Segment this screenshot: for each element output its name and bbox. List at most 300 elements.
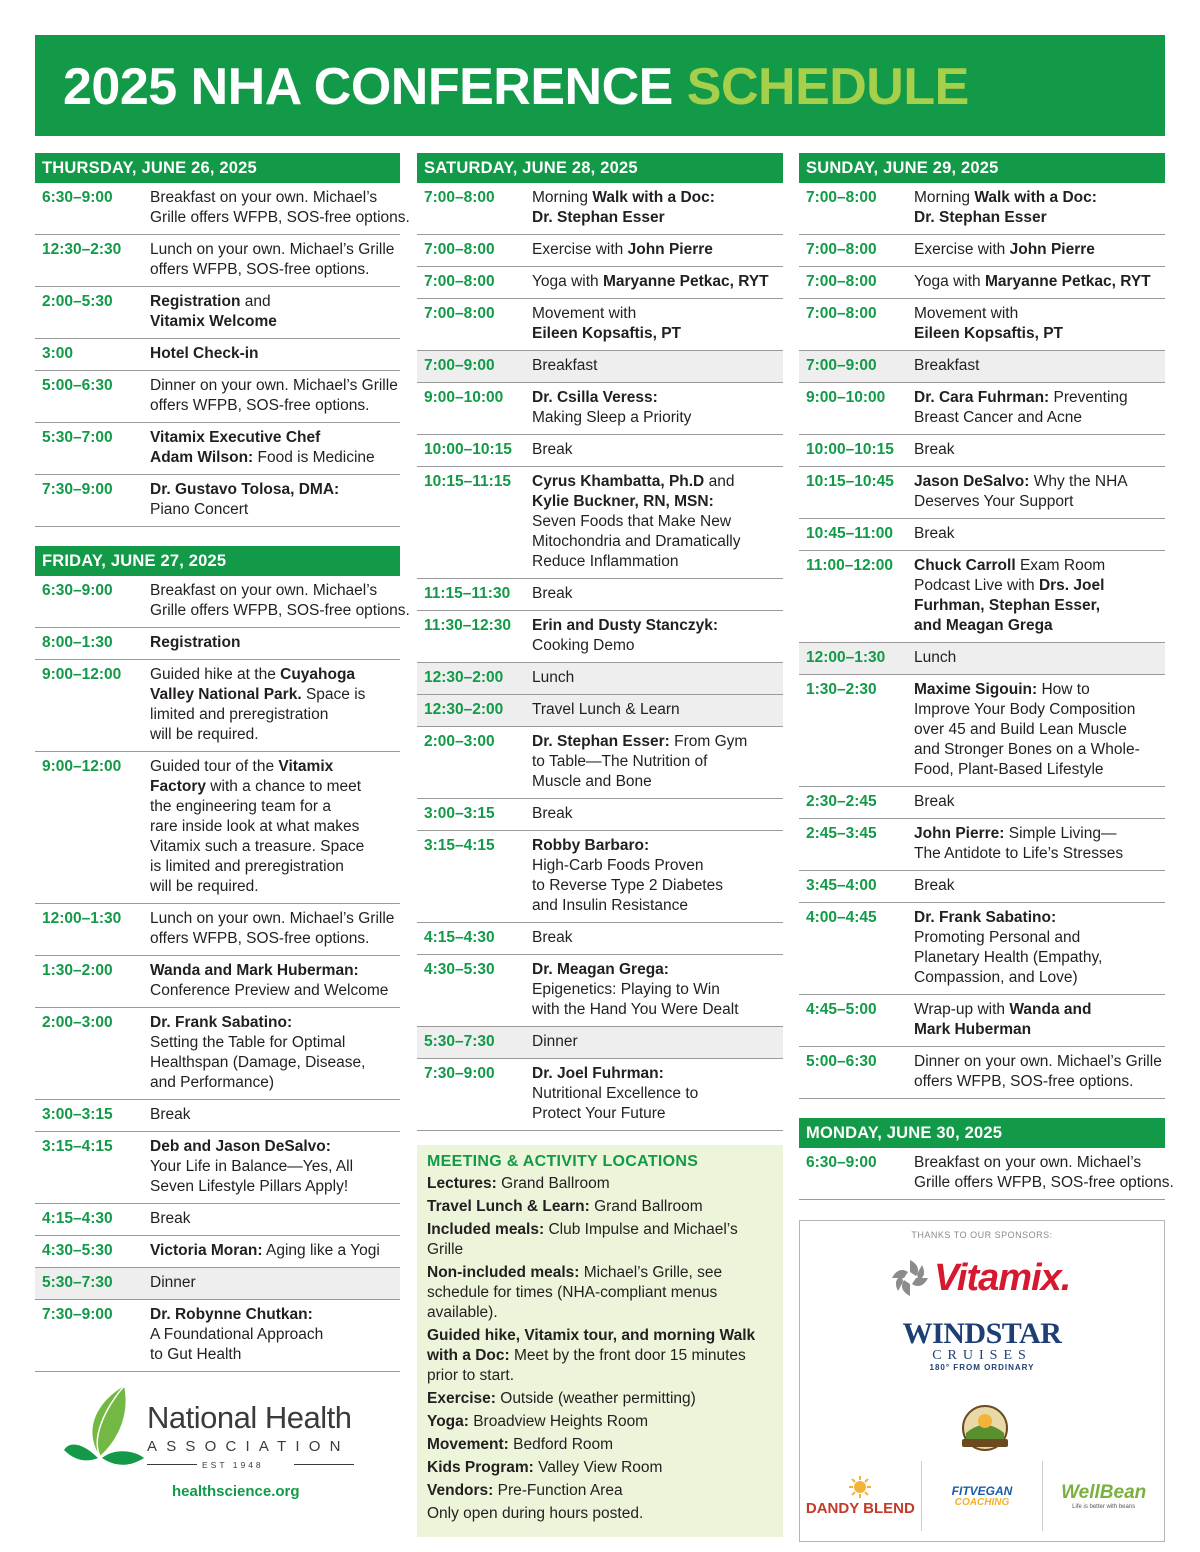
session-time: 8:00–1:30 [42, 634, 113, 651]
bold-text: Dr. Stephan Esser: [532, 733, 670, 750]
location-label: Kids Program: [427, 1459, 534, 1476]
location-value: Valley View Room [533, 1459, 663, 1476]
session-description [532, 960, 783, 1020]
text: Break [914, 441, 955, 458]
text: Deserves Your Support [914, 493, 1074, 510]
dandelion-icon [849, 1476, 871, 1498]
description-line [914, 440, 1163, 460]
session-time: 7:00–8:00 [424, 241, 495, 258]
windstar-logo [800, 1319, 1164, 1372]
location-item [427, 1504, 773, 1524]
location-item [427, 1412, 773, 1432]
session-description [150, 961, 400, 1001]
text: Breakfast [914, 357, 980, 374]
session-description [914, 908, 1165, 988]
schedule-row [35, 660, 400, 752]
fitvegan-coaching: COACHING [954, 1496, 1010, 1508]
description-line [150, 1157, 398, 1177]
session-description [532, 668, 783, 688]
text: Travel Lunch & Learn [532, 701, 680, 718]
bold-text: Eileen Kopsaftis, PT [914, 325, 1064, 342]
schedule-row [799, 1148, 1174, 1200]
sponsor-row [800, 1461, 1164, 1531]
location-value: Broadview Heights Room [468, 1413, 649, 1430]
day-header: FRIDAY, JUNE 27, 2025 [35, 546, 400, 576]
description-line [914, 1153, 1174, 1173]
location-value: Outside (weather permitting) [495, 1390, 696, 1407]
nha-website-link[interactable]: healthscience.org [172, 1483, 300, 1500]
session-time: 10:15–10:45 [806, 473, 894, 490]
schedule-row [35, 1132, 400, 1204]
description-line [532, 1084, 781, 1104]
description-line [150, 428, 398, 448]
text: and Performance) [150, 1074, 275, 1091]
location-value: Club Impulse and Michael’s Grille [427, 1221, 738, 1258]
bold-text: Registration [150, 293, 241, 310]
bold-text: Vitamix [278, 758, 334, 775]
description-line [532, 896, 781, 916]
session-time: 3:00–3:15 [424, 805, 495, 822]
description-line [150, 344, 398, 364]
dandy-blend-wordmark: DANDY BLEND [805, 1499, 915, 1517]
text: Breast Cancer and Acne [914, 409, 1083, 426]
text: and Insulin Resistance [532, 897, 688, 914]
bold-text: Dr. Frank Sabatino: [150, 1014, 293, 1031]
description-line [914, 792, 1163, 812]
session-description [150, 188, 412, 228]
schedule-row [35, 1100, 400, 1132]
description-line [914, 680, 1163, 700]
description-line [150, 725, 398, 745]
session-time: 10:15–11:15 [424, 473, 512, 490]
session-description [532, 804, 783, 824]
description-line [150, 500, 398, 520]
schedule-row [417, 727, 783, 799]
session-description [532, 472, 783, 572]
location-label: Lectures: [427, 1175, 497, 1192]
session-description [532, 928, 783, 948]
bold-text: Hotel Check-in [150, 345, 259, 362]
description-line [914, 240, 1163, 260]
description-line [532, 980, 781, 1000]
description-line [532, 408, 781, 428]
session-description [914, 440, 1165, 460]
nha-association: ASSOCIATION [147, 1438, 350, 1455]
description-line [532, 388, 781, 408]
description-line [914, 760, 1163, 780]
session-description [532, 616, 783, 656]
text: Making Sleep a Priority [532, 409, 692, 426]
text: limited and preregistration [150, 706, 329, 723]
description-line [914, 272, 1163, 292]
text: over 45 and Build Lean Muscle [914, 721, 1127, 738]
description-line [532, 324, 781, 344]
nha-name: National Health [147, 1400, 352, 1435]
description-line [914, 1020, 1163, 1040]
schedule-row [35, 1204, 400, 1236]
bold-text: John Pierre: [914, 825, 1005, 842]
bold-text: Robby Barbaro: [532, 837, 650, 854]
schedule-row [35, 1236, 400, 1268]
schedule-row [799, 551, 1165, 643]
bold-text: Dr. Meagan Grega: [532, 961, 669, 978]
text: Exercise with [914, 241, 1010, 258]
session-description [150, 581, 412, 621]
description-line [914, 824, 1163, 844]
session-description [150, 1209, 400, 1229]
schedule-row [799, 383, 1165, 435]
bold-text: Jason DeSalvo: [914, 473, 1030, 490]
location-item [427, 1458, 773, 1478]
schedule-row [35, 904, 400, 956]
text: Break [150, 1106, 191, 1123]
session-time: 4:15–4:30 [42, 1210, 113, 1227]
text: with a chance to meet [206, 778, 362, 795]
schedule-row [799, 235, 1165, 267]
session-time: 6:30–9:00 [42, 189, 113, 206]
description-line [914, 700, 1163, 720]
text: Lunch on your own. Michael’s Grille [150, 910, 395, 927]
bold-text: Walk with a Doc: [974, 189, 1097, 206]
session-description [914, 1052, 1165, 1092]
description-line [914, 576, 1163, 596]
schedule-row [417, 435, 783, 467]
title-accent: SCHEDULE [686, 58, 969, 116]
description-line [150, 633, 398, 653]
session-description [532, 356, 783, 376]
session-time: 2:30–2:45 [806, 793, 877, 810]
day-header: SUNDAY, JUNE 29, 2025 [799, 153, 1165, 183]
description-line [150, 961, 398, 981]
schedule-row [799, 467, 1165, 519]
session-description [914, 388, 1165, 428]
session-description [532, 700, 783, 720]
session-description [150, 665, 400, 745]
description-line [150, 797, 398, 817]
location-label: Travel Lunch & Learn: [427, 1198, 590, 1215]
description-line [532, 668, 781, 688]
session-time: 5:00–6:30 [42, 377, 113, 394]
text: Simple Living— [1004, 825, 1117, 842]
session-description [532, 188, 783, 228]
day-header: SATURDAY, JUNE 28, 2025 [417, 153, 783, 183]
sponsors-title: THANKS TO OUR SPONSORS: [911, 1230, 1053, 1240]
schedule-row [799, 787, 1165, 819]
text: Exam Room [1015, 557, 1106, 574]
location-item [427, 1197, 773, 1217]
description-line [914, 1000, 1163, 1020]
description-line [532, 208, 781, 228]
session-description [150, 1305, 400, 1365]
description-line [150, 757, 398, 777]
schedule-row [417, 611, 783, 663]
schedule-row [799, 995, 1165, 1047]
text: to Gut Health [150, 1346, 242, 1363]
description-line [914, 720, 1163, 740]
text: Breakfast on your own. Michael’s [914, 1154, 1142, 1171]
text: Morning [532, 189, 593, 206]
text: rare inside look at what makes [150, 818, 360, 835]
location-value: Only open during hours posted. [427, 1505, 644, 1522]
session-description [914, 556, 1165, 636]
schedule-row [35, 1268, 400, 1300]
bold-text: Dr. Cara Fuhrman: [914, 389, 1050, 406]
day-header: MONDAY, JUNE 30, 2025 [799, 1118, 1165, 1148]
bold-text: Chuck Carroll [914, 557, 1016, 574]
text: offers WFPB, SOS-free options. [150, 397, 370, 414]
session-time: 7:00–8:00 [424, 273, 495, 290]
session-description [532, 304, 783, 344]
description-line [150, 877, 398, 897]
description-line [532, 1000, 781, 1020]
text: Protect Your Future [532, 1105, 666, 1122]
schedule-row [417, 695, 783, 727]
description-line [150, 240, 398, 260]
session-time: 4:00–4:45 [806, 909, 877, 926]
session-time: 9:00–12:00 [42, 758, 122, 775]
dandy-blend-logo [800, 1461, 921, 1531]
description-line [150, 292, 398, 312]
location-item [427, 1389, 773, 1409]
description-line [914, 492, 1163, 512]
description-line [532, 752, 781, 772]
text: will be required. [150, 726, 259, 743]
session-time: 4:45–5:00 [806, 1001, 877, 1018]
description-line [914, 556, 1163, 576]
bold-text: Erin and Dusty Stanczyk: [532, 617, 719, 634]
locations-title: MEETING & ACTIVITY LOCATIONS [427, 1153, 699, 1170]
session-description [914, 824, 1165, 864]
divider [294, 1464, 354, 1465]
vitamix-swirl-icon [890, 1258, 930, 1298]
schedule-row [35, 1300, 400, 1372]
wellbean-logo [1042, 1461, 1164, 1531]
text: Break [150, 1210, 191, 1227]
text: Promoting Personal and [914, 929, 1081, 946]
text: Yoga with [914, 273, 985, 290]
bold-text: Cuyahoga [280, 666, 356, 683]
schedule-row [35, 475, 400, 527]
bold-text: Deb and Jason DeSalvo: [150, 1138, 331, 1155]
schedule-row [799, 519, 1165, 551]
description-line [532, 928, 781, 948]
schedule-row [799, 183, 1165, 235]
bold-text: Drs. Joel [1038, 577, 1105, 594]
text: and Stronger Bones on a Whole- [914, 741, 1140, 758]
description-line [150, 1273, 398, 1293]
description-line [150, 312, 398, 332]
bold-text: Vitamix Welcome [150, 313, 277, 330]
description-line [150, 188, 410, 208]
session-time: 2:00–5:30 [42, 293, 113, 310]
session-description [532, 1064, 783, 1124]
description-line [150, 1137, 398, 1157]
bold-text: Maxime Sigouin: [914, 681, 1038, 698]
location-label: Exercise: [427, 1390, 496, 1407]
session-time: 7:00–8:00 [806, 305, 877, 322]
description-line [150, 1073, 398, 1093]
session-time: 5:30–7:30 [42, 1274, 113, 1291]
location-label: Non-included meals: [427, 1264, 580, 1281]
location-item [427, 1220, 773, 1260]
session-time: 5:30–7:30 [424, 1033, 495, 1050]
location-value: Michael’s Grille, see schedule for times (NHA-compliant menus available). [427, 1264, 723, 1321]
description-line [532, 272, 781, 292]
session-description [532, 1032, 783, 1052]
session-description [150, 344, 400, 364]
schedule-row [35, 235, 400, 287]
session-description [532, 388, 783, 428]
session-time: 7:00–8:00 [424, 305, 495, 322]
bold-text: Cyrus Khambatta, Ph.D [532, 473, 705, 490]
session-time: 7:30–9:00 [42, 1306, 113, 1323]
schedule-row [35, 576, 410, 628]
text: Food is Medicine [253, 449, 375, 466]
text: Mitochondria and Dramatically [532, 533, 741, 550]
wellbean-wordmark: WellBean [1061, 1482, 1147, 1503]
description-line [914, 596, 1163, 616]
text: Lunch on your own. Michael’s Grille [150, 241, 395, 258]
description-line [914, 876, 1163, 896]
description-line [914, 1072, 1163, 1092]
text: Breakfast on your own. Michael’s [150, 189, 378, 206]
session-description [150, 1241, 400, 1261]
session-time: 2:45–3:45 [806, 825, 877, 842]
sponsors-box [799, 1220, 1165, 1542]
session-time: 7:00–8:00 [806, 273, 877, 290]
description-line [914, 304, 1163, 324]
schedule-row [417, 383, 783, 435]
text: Muscle and Bone [532, 773, 652, 790]
session-time: 12:30–2:00 [424, 701, 504, 718]
description-line [914, 948, 1163, 968]
text: Breakfast [532, 357, 598, 374]
session-time: 12:30–2:30 [42, 241, 122, 258]
session-description [532, 836, 783, 916]
location-value: Grand Ballroom [589, 1198, 703, 1215]
text: Lunch [532, 669, 575, 686]
session-time: 12:30–2:00 [424, 669, 504, 686]
session-description [150, 376, 400, 416]
wellbean-tagline: Life is better with beans [1072, 1504, 1136, 1510]
session-time: 2:00–3:00 [42, 1014, 113, 1031]
session-time: 7:30–9:00 [42, 481, 113, 498]
text: Lunch [914, 649, 957, 666]
text: The Antidote to Life’s Stresses [914, 845, 1124, 862]
bold-text: Adam Wilson: [150, 449, 254, 466]
location-value: Pre-Function Area [493, 1482, 623, 1499]
description-line [532, 700, 781, 720]
text: Conference Preview and Welcome [150, 982, 389, 999]
session-time: 11:30–12:30 [424, 617, 512, 634]
text: the engineering team for a [150, 798, 331, 815]
description-line [150, 1033, 398, 1053]
schedule-row [417, 467, 783, 579]
text: Dinner [532, 1033, 578, 1050]
text: Why the NHA [1029, 473, 1128, 490]
schedule-row [417, 235, 783, 267]
session-description [914, 272, 1165, 292]
description-line [150, 581, 410, 601]
text: Break [532, 441, 573, 458]
session-description [914, 304, 1165, 344]
leaf-logo-icon [62, 1382, 147, 1474]
session-description [150, 633, 400, 653]
schedule-row [35, 1008, 400, 1100]
session-time: 6:30–9:00 [42, 582, 113, 599]
description-line [532, 584, 781, 604]
session-time: 10:00–10:15 [806, 441, 894, 458]
text: Seven Foods that Make New [532, 513, 732, 530]
text: Dinner [150, 1274, 196, 1291]
schedule-row [799, 871, 1165, 903]
text: to Reverse Type 2 Diabetes [532, 877, 723, 894]
session-time: 7:00–9:00 [424, 357, 495, 374]
schedule-row [417, 663, 783, 695]
session-time: 9:00–10:00 [424, 389, 504, 406]
text: offers WFPB, SOS-free options. [150, 261, 370, 278]
description-line [150, 837, 398, 857]
text: Grille offers WFPB, SOS-free options. [914, 1174, 1174, 1191]
schedule-row [417, 1027, 783, 1059]
session-time: 3:15–4:15 [424, 837, 495, 854]
session-description [150, 292, 400, 332]
column-saturday [417, 153, 783, 1537]
cold-brook-farm-emblem-icon [940, 1393, 1030, 1463]
session-time: 7:00–9:00 [806, 357, 877, 374]
text: Cooking Demo [532, 637, 635, 654]
description-line [150, 1013, 398, 1033]
location-label: Guided hike, Vitamix tour, and morning Walk with a Doc: [427, 1327, 756, 1364]
schedule-row [35, 752, 400, 904]
description-line [532, 512, 781, 532]
bold-text: Vitamix Executive Chef [150, 429, 321, 446]
text: From Gym [669, 733, 748, 750]
schedule-row [35, 287, 400, 339]
title-main: 2025 NHA CONFERENCE [63, 58, 687, 116]
description-line [150, 1241, 398, 1261]
session-time: 4:15–4:30 [424, 929, 495, 946]
bold-text: Furhman, Stephan Esser, [914, 597, 1101, 614]
description-line [150, 705, 398, 725]
description-line [150, 777, 398, 797]
location-value: Bedford Room [508, 1436, 614, 1453]
description-line [914, 356, 1163, 376]
schedule-row [35, 183, 410, 235]
bold-text: Victoria Moran: [150, 1242, 263, 1259]
description-line [532, 492, 781, 512]
description-line [914, 208, 1163, 228]
description-line [532, 472, 781, 492]
text: Setting the Table for Optimal [150, 1034, 346, 1051]
text: Break [532, 805, 573, 822]
description-line [150, 1345, 398, 1365]
text: Grille offers WFPB, SOS-free options. [150, 602, 410, 619]
description-line [532, 1104, 781, 1124]
session-time: 2:00–3:00 [424, 733, 495, 750]
description-line [532, 616, 781, 636]
nha-established: EST 1948 [202, 1460, 264, 1470]
schedule-row [417, 831, 783, 923]
text: Yoga with [532, 273, 603, 290]
session-description [914, 792, 1165, 812]
description-line [150, 480, 398, 500]
description-line [914, 524, 1163, 544]
schedule-row [417, 299, 783, 351]
session-description [532, 732, 783, 792]
description-line [150, 685, 398, 705]
title-banner [35, 35, 1165, 136]
